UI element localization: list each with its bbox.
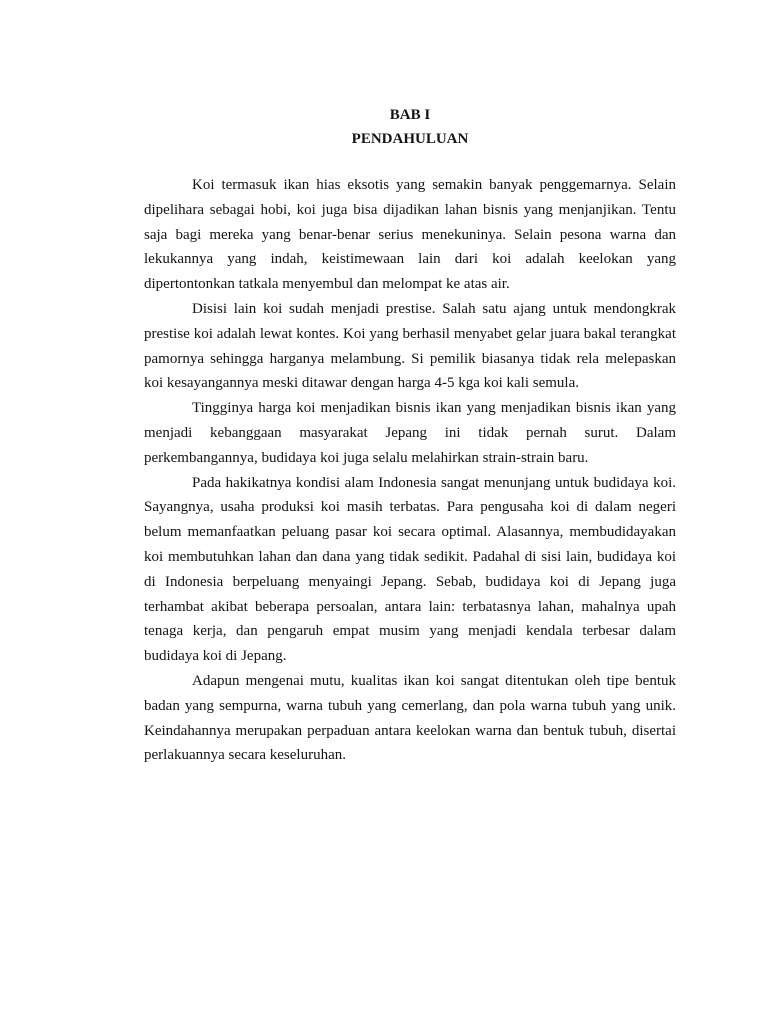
paragraph-3: Tingginya harga koi menjadikan bisnis ikan yang menjadikan bisnis ikan yang menjadi kebanggaan masyarakat Jepang ini tidak pernah surut. Dalam perkembangannya, budidaya koi juga selalu melahirkan strain-strain baru. — [144, 400, 676, 466]
paragraph-5: Adapun mengenai mutu, kualitas ikan koi sangat ditentukan oleh tipe bentuk badan yang sempurna, warna tubuh yang cemerlang, dan pola warna tubuh yang unik. Keindahannya merupakan perpaduan antara keelokan warna dan bentuk tubuh, disertai perlakuannya secara keseluruhan. — [144, 672, 676, 764]
paragraph-1: Koi termasuk ikan hias eksotis yang semakin banyak penggemarnya. Selain dipelihara sebagai hobi, koi juga bisa dijadikan lahan bisnis yang menjanjikan. Tentu saja bagi mereka yang benar-benar serius menekuninya. Selain pesona warna dan lekukannya yang indah, keistimewaan lain dari koi adalah keelokan yang dipertontonkan tatkala menyembul dan melompat ke atas air. — [144, 177, 676, 293]
document-body — [144, 103, 676, 768]
paragraph-4: Pada hakikatnya kondisi alam Indonesia sangat menunjang untuk budidaya koi. Sayangnya, usaha produksi koi masih terbatas. Para pengusaha koi di dalam negeri belum memanfaatkan peluang pasar koi secara optimal. Alasannya, membudidayakan koi membutuhkan lahan dan dana yang tidak sedikit. Padahal di sisi lain, budidaya koi di Indonesia berpeluang menyaingi Jepang. Sebab, budidaya koi di Jepang juga terhambat akibat beberapa persoalan, antara lain: terbatasnya lahan, mahalnya upah tenaga kerja, dan pengaruh empat musim yang menjadi kendala terbesar dalam budidaya koi di Jepang. — [144, 474, 676, 665]
chapter-heading: BAB I — [389, 107, 431, 123]
paragraph-2: Disisi lain koi sudah menjadi prestise. Salah satu ajang untuk mendongkrak prestise koi adalah lewat kontes. Koi yang berhasil menyabet gelar juara bakal terangkat pamornya sehingga harganya melambung. Si pemilik biasanya tidak rela melepaskan koi kesayangannya meski ditawar dengan harga 4-5 kga koi kali semula. — [144, 300, 676, 392]
chapter-title: PENDAHULUAN — [351, 131, 469, 147]
